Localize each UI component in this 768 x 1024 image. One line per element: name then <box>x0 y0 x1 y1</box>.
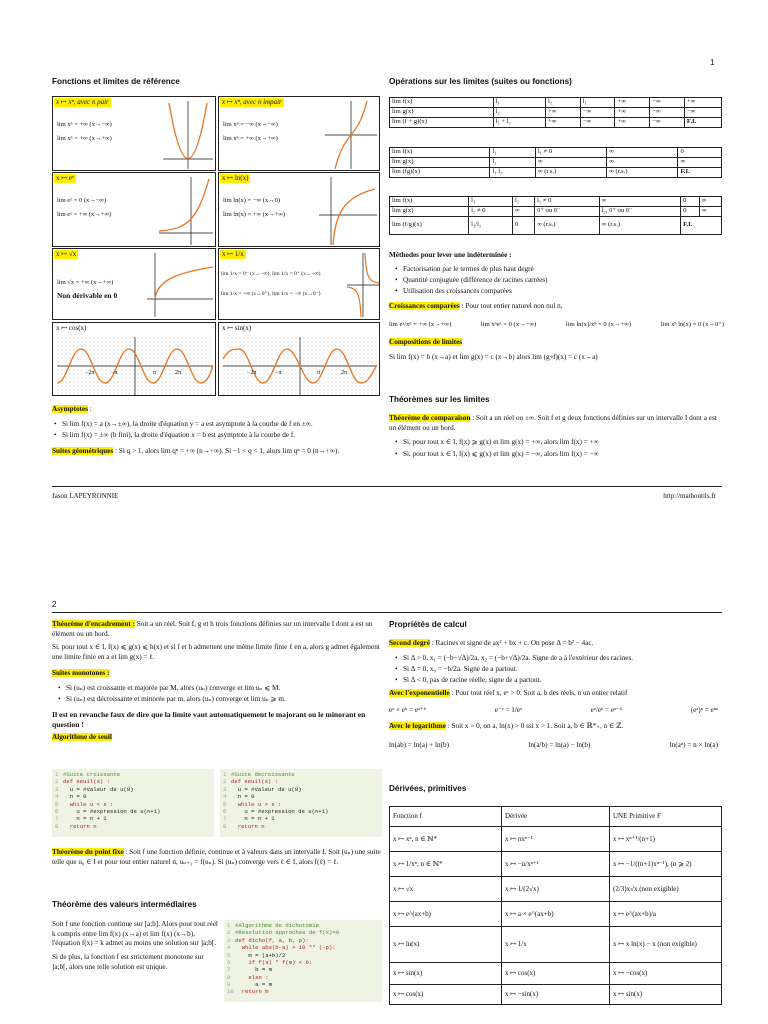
formula: lim eˣ/xⁿ = +∞ (x→+∞) <box>389 320 452 328</box>
box-label: x ↦ √x <box>56 250 77 258</box>
table-cell: ∞ <box>535 158 606 168</box>
table-cell: x ↦ sin(x) <box>390 963 502 985</box>
table-row <box>390 108 722 118</box>
table-cell: x ↦ x ln(x) − x (non exigible) <box>610 927 722 963</box>
table-cell: ∞ <box>607 148 678 158</box>
tick-label: −π <box>275 370 282 376</box>
table-row <box>390 852 722 877</box>
product-limits-table <box>389 147 722 178</box>
tvi-paragraph: Soit f une fonction continue sur [a;b]. Alors pour tout réel k compris entre lim f(x) (x→a) et lim f(x) (x→b), l'équation f(x) = k admet au moins une solution sur ]a;b[. <box>52 920 218 948</box>
list-item: • Si (uₙ) est croissante et majorée par M, alors (uₙ) converge et lim uₙ ⩽ M. <box>56 684 382 694</box>
croissances-text: : Pour tout entier naturel non nul n, <box>461 301 563 310</box>
methods-list <box>393 265 724 297</box>
table-cell: F.I. <box>678 168 722 178</box>
log-text: : Soit x > 0, on a, ln(x) > 0 ssi x > 1. Soit a, b ∈ ℝ*₊, n ∈ ℤ. <box>447 722 624 731</box>
table-cell: x ↦ e^(ax+b)/a <box>610 902 722 927</box>
table-cell: x ↦ −1/((n+1)xⁿ⁻¹), (n ⩾ 2) <box>610 852 722 877</box>
code-line: 8 else : <box>227 973 269 981</box>
table-cell: 0⁺ ou 0⁻ <box>535 207 600 217</box>
methods-title: Méthodes pour lever une indéterminée : <box>389 251 512 259</box>
code-line: 10 return m <box>227 988 269 996</box>
table-cell: l₁ l₂ <box>490 168 535 178</box>
table-cell: 0 <box>678 148 722 158</box>
table-row <box>390 985 722 1005</box>
table-row <box>390 927 722 963</box>
formula: e⁻ᵃ = 1/eᵃ <box>494 705 523 714</box>
box-label: x ↦ xⁿ, avec n pair <box>56 98 109 106</box>
table-cell: l₁ <box>546 98 581 108</box>
page-number: 1 <box>710 58 715 67</box>
table-cell: lim f(x) <box>390 197 469 207</box>
code-line: 1 #Algorithme de dichotomie <box>227 922 319 929</box>
table-header-row <box>390 807 722 827</box>
table-cell: x ↦ xⁿ, n ∈ ℕ* <box>390 827 502 852</box>
seuil-label: Algorithme de seuil <box>52 733 112 742</box>
degre-list <box>393 654 724 686</box>
tick-label: 2π <box>341 370 348 376</box>
page-2 <box>0 512 768 1024</box>
code-line: 8 return n <box>223 822 265 830</box>
table-cell: ∞ <box>607 158 678 168</box>
code-line: 4 n = 0 <box>55 793 87 801</box>
log-formulas <box>389 741 724 751</box>
expo-text: : Pour tout réel x, eˣ > 0. Soit a, b des réels, n un entier relatif <box>451 688 628 697</box>
geometric-sequences <box>52 447 382 457</box>
table-cell: +∞ <box>615 118 650 128</box>
geometric-label: Suites géométriques <box>52 446 114 455</box>
calc-title: Propriétés de calcul <box>389 620 467 629</box>
code-line: 9 a = m <box>227 981 272 988</box>
theorems-title: Théorèmes sur les limites <box>389 395 490 404</box>
degre-text: : Racines et signe de ax² + bx + c. On pose Δ = b² − 4ac. <box>431 639 594 647</box>
encadrement-text: Soit a un réel. Soit f, g et h trois fonctions définies sur un intervalle I dont a est un élément ou un bord. <box>52 620 373 638</box>
limit-text: lim ln(x) = −∞ (x→0) <box>223 197 281 204</box>
box-label: x ↦ sin(x) <box>222 324 252 332</box>
tick-label: 2π <box>175 370 182 376</box>
formula: eᵃ × eᵇ = eᵃ⁺ᵇ <box>389 705 427 714</box>
table-row <box>390 98 722 108</box>
graph-sqrt <box>145 251 215 319</box>
column-header: Fonction f <box>390 807 502 827</box>
code-line: 3 u = #valeur de u(0) <box>223 785 302 793</box>
deriv-title: Dérivées, primitives <box>389 784 467 793</box>
table-cell: ∞ (r.s.) <box>599 217 680 235</box>
code-line: 6 u = #expression de u(n+1) <box>55 807 161 815</box>
list-item: • Factorisation par le termes de plus haut degré <box>393 265 724 275</box>
formula: lim xⁿ ln(x) = 0 (x→0⁺) <box>660 320 724 328</box>
code-line: 1 #Suite croissante <box>55 771 121 778</box>
table-cell: −∞ <box>650 108 685 118</box>
limit-text: lim 1/x = 0⁻ (x→−∞), lim 1/x = 0⁺ (x→+∞) <box>221 271 321 277</box>
formula: ln(aⁿ) = n × ln(a) <box>669 741 718 750</box>
limit-text: lim xⁿ = +∞ (x→−∞) <box>57 121 112 128</box>
table-cell: l₁ <box>490 148 535 158</box>
table-cell: x ↦ ln(x) <box>390 927 502 963</box>
graph-cos <box>57 337 213 395</box>
tick-label: −2π <box>247 370 257 376</box>
table-row <box>390 118 722 128</box>
graph-xn-even <box>161 99 215 170</box>
table-cell: (2/3)x√x (non exigible) <box>610 877 722 902</box>
calc-section <box>389 639 724 751</box>
column-header: UNE Primitive F <box>610 807 722 827</box>
limit-text: lim xⁿ = +∞ (x→+∞) <box>57 135 112 142</box>
composition-label: Compositions de limites <box>389 338 463 347</box>
table-row <box>390 168 722 178</box>
table-cell: x ↦ 1/x <box>502 927 610 963</box>
composition-text: Si lim f(x) = b (x→a) et lim g(x) = c (x→b) alors lim (g∘f)(x) = c (x→a) <box>389 353 598 362</box>
formula: (eᵃ)ⁿ = eⁿᵃ <box>690 705 718 714</box>
tick-label: π <box>317 370 321 376</box>
code-line: 5 m = (a+b)/2 <box>227 951 286 959</box>
graph-ln <box>317 175 379 246</box>
list-item: • Si Δ > 0, x₁ = (−b−√Δ)/2a, x₂ = (−b+√Δ)/2a. Signe de a à l'extérieur des racines. <box>393 654 724 664</box>
code-line: 3 u = #valeur de u(0) <box>55 785 134 793</box>
tick-label: π <box>153 370 157 376</box>
code-line: 5 while u > s : <box>223 800 282 808</box>
table-cell: −∞ <box>684 108 721 118</box>
table-cell: +∞ <box>546 108 581 118</box>
code-line: 7 b = m <box>227 966 272 974</box>
table-cell: F.I. <box>684 118 721 128</box>
table-cell: x ↦ nxⁿ⁻¹ <box>502 827 610 852</box>
code-line: 2 def seuil(s) : <box>55 778 110 786</box>
comparison-text: : Soit a un réel ou ±∞. Soit f et g deux fonctions définies sur un intervalle I dont a est un élément ou un bord. <box>389 414 717 432</box>
asymptotes-list <box>52 420 382 441</box>
page-number: 2 <box>52 600 57 609</box>
table-cell: l₁ + l₂ <box>493 118 545 128</box>
table-row <box>390 197 722 207</box>
table-cell: lim g(x) <box>390 158 490 168</box>
quotient-limits-table <box>389 196 722 235</box>
table-row <box>390 827 722 852</box>
monotones-label: Suites monotones : <box>52 668 110 677</box>
code-line: 2 def seuil(s) : <box>223 778 278 786</box>
table-cell: l₁ ≠ 0 <box>535 197 600 207</box>
table-cell: l₁ <box>580 98 615 108</box>
table-cell: l₁ <box>469 197 513 207</box>
table-cell: ∞ (r.s.) <box>535 217 600 235</box>
table-cell: lim (f + g)(x) <box>390 118 494 128</box>
list-item: • Quantité conjuguée (différence de racines carrées) <box>393 276 724 286</box>
geometric-text: : Si q > 1, alors lim qⁿ = +∞ (n→+∞). Si −1 < q < 1, alors lim qⁿ = 0 (n→+∞). <box>115 446 340 455</box>
table-cell: lim (fg)(x) <box>390 168 490 178</box>
code-line: 5 while u < s : <box>55 800 114 808</box>
formula: ln(ab) = ln(a) + ln(b) <box>389 741 449 750</box>
tvi-paragraph: Si de plus, la fonction f est strictement monotone sur ]a;b[, alors une telle solution est unique. <box>52 953 204 971</box>
table-cell: x ↦ xⁿ⁺¹/(n+1) <box>610 827 722 852</box>
box-sin <box>218 322 380 396</box>
footer-rule <box>52 486 722 487</box>
expo-label: Avec l'exponentielle <box>389 688 450 697</box>
encadrement-section <box>52 620 382 743</box>
table-cell: x ↦ 1/xⁿ, n ∈ ℕ* <box>390 852 502 877</box>
box-ln <box>218 172 380 247</box>
code-line: 6 u = #expression de u(n+1) <box>223 807 329 815</box>
footer-url: http://mathoutils.fr <box>663 492 716 500</box>
table-cell: +∞ <box>615 98 650 108</box>
table-cell: ∞ (r.s.) <box>607 168 678 178</box>
list-item: • Si Δ < 0, pas de racine réelle, signe de a partout. <box>393 676 724 686</box>
table-row <box>390 877 722 902</box>
table-cell: +∞ <box>546 118 581 128</box>
sum-limits-table <box>389 97 722 128</box>
code-dichotomie <box>224 920 382 1002</box>
croissances-label: Croissances comparées <box>389 301 460 310</box>
limit-text: lim xⁿ = +∞ (x→+∞) <box>223 135 278 142</box>
table-cell: l₂ <box>493 108 545 118</box>
table-cell: 0 <box>681 197 700 207</box>
table-cell: F.I. <box>681 217 722 235</box>
table-cell: l₂ ≠ 0 <box>469 207 513 217</box>
table-cell: ∞ <box>599 197 680 207</box>
table-cell: x ↦ cos(x) <box>390 985 502 1005</box>
box-xn-even <box>52 96 216 171</box>
code-line: 6 if f(a) * f(m) < 0: <box>227 958 313 966</box>
limit-text: lim √x = +∞ (x→+∞) <box>57 279 114 286</box>
table-cell: lim g(x) <box>390 108 494 118</box>
table-row <box>390 902 722 927</box>
table-cell: x ↦ sin(x) <box>610 985 722 1005</box>
table-cell: l₁ ≠ 0 <box>535 148 606 158</box>
table-cell: −∞ <box>650 118 685 128</box>
box-inverse <box>218 248 380 320</box>
table-cell: −∞ <box>580 108 615 118</box>
list-item: • Si, pour tout x ∈ I, f(x) ⩾ g(x) et lim g(x) = +∞, alors lim f(x) = +∞ <box>393 438 724 448</box>
graph-exp <box>157 175 215 246</box>
asymptotes-section: Asymptotes : • Si lim f(x) = a (x→±∞), la droite d'équation y = a est asymptote à la courbe de f en ±∞. • Si lim f(x) = ±∞ (b fini), la droite d'équation x = b est asymptote à la courbe de f. Suites géométriques : Si q > 1, alors lim qⁿ = +∞ (n→+∞). Si −1 < q < 1, alors lim qⁿ = 0 (n→+∞). <box>52 405 382 456</box>
table-cell: ∞ <box>699 207 721 217</box>
formula: lim ln(x)/xⁿ = 0 (x→+∞) <box>565 320 632 328</box>
log-label: Avec le logarithme <box>389 722 446 731</box>
table-cell: +∞ <box>615 108 650 118</box>
code-line: 7 n = n + 1 <box>55 815 107 823</box>
right-section-title: Opérations sur les limites (suites ou fonctions) <box>389 77 572 86</box>
code-seuil-croissante <box>52 769 214 837</box>
table-cell: l₁/l₂ <box>469 217 513 235</box>
header-rule <box>52 612 722 613</box>
table-cell: x ↦ −sin(x) <box>502 985 610 1005</box>
box-label: x ↦ cos(x) <box>56 324 87 332</box>
code-line: 4 while abs(b-a) > 10 ** (-p): <box>227 944 336 952</box>
box-label: x ↦ xⁿ, avec n impair <box>222 98 282 106</box>
column-header: Dérivée <box>502 807 610 827</box>
comparison-label: Théorème de comparaison <box>389 414 471 422</box>
warning-text: Il est en revanche faux de dire que la limite vaut automatiquement le majorant ou le minorant en question ! <box>52 709 366 729</box>
asymptotes-label: Asymptotes <box>52 405 88 413</box>
formula: eᵃ/eᵇ = eᵃ⁻ᵇ <box>590 705 623 714</box>
table-cell: ∞ (r.s.) <box>535 168 606 178</box>
point-fixe-section <box>52 848 382 867</box>
table-cell: 0 <box>681 207 700 217</box>
point-fixe-text: : Soit f une fonction définie, continue et à valeurs dans un intervalle I. Soit (uₙ) une suite telle que u₀ ∈ I et pour tout entier naturel n, uₙ₊₁ = f(uₙ). Si (uₙ) converge vers ℓ ∈ I, alors f(ℓ) = ℓ. <box>52 848 381 866</box>
table-cell: x ↦ cos(x) <box>502 963 610 985</box>
encadrement-text-2: Si, pour tout x ∈ I, f(x) ⩽ g(x) ⩽ h(x) et si f et h admettent une même limite finie ℓ en a, alors g admet également une limite finie en a et lim g(x) = ℓ. <box>52 643 380 662</box>
list-item: • Si lim f(x) = ±∞ (b fini), la droite d'équation x = b est asymptote à la courbe de f. <box>52 431 382 441</box>
table-cell: x ↦ 1/(2√x) <box>502 877 610 902</box>
list-item: • Utilisation des croissances comparées <box>393 287 724 297</box>
comparison-list <box>393 438 724 459</box>
limit-text: lim eˣ = 0 (x→−∞) <box>57 197 107 204</box>
table-cell: l₁ <box>493 98 545 108</box>
table-cell: lim g(x) <box>390 207 469 217</box>
table-cell: l₂ <box>490 158 535 168</box>
list-item: • Si (uₙ) est décroissante et minorée par m, alors (uₙ) converge et lim uₙ ⩾ m. <box>56 695 382 705</box>
list-item: • Si Δ = 0, x₀ = −b/2a. Signe de a partout. <box>393 665 724 675</box>
footer-author: Jason LAPEYRONNIE <box>52 492 119 500</box>
table-cell: x ↦ √x <box>390 877 502 902</box>
croissances-line <box>389 302 724 312</box>
box-label: x ↦ eˣ <box>56 174 74 182</box>
table-cell: x ↦ −cos(x) <box>610 963 722 985</box>
methods-section <box>389 251 724 363</box>
tvi-title: Théorème des valeurs intermédiaires <box>52 900 197 909</box>
table-cell: lim (f/g)(x) <box>390 217 469 235</box>
code-line: 4 n = 0 <box>223 793 255 801</box>
box-label: x ↦ ln(x) <box>222 174 249 182</box>
table-cell: x ↦ a × e^(ax+b) <box>502 902 610 927</box>
list-item: • Si lim f(x) = a (x→±∞), la droite d'équation y = a est asymptote à la courbe de f en ±∞. <box>52 420 382 430</box>
table-cell: l₁ <box>513 197 535 207</box>
table-cell: ∞ <box>678 158 722 168</box>
box-sqrt <box>52 248 216 320</box>
table-row <box>390 207 722 217</box>
code-line: 2 #Resolution approchee de f(x)=0 <box>227 929 340 937</box>
graph-sin <box>223 337 377 395</box>
table-row <box>390 963 722 985</box>
table-cell: l₂, 0⁺ ou 0⁻ <box>599 207 680 217</box>
box-xn-odd <box>218 96 380 171</box>
code-seuil-decroissante <box>220 769 382 837</box>
formula: ln(a/b) = ln(a) − ln(b) <box>528 741 591 750</box>
tick-label: −π <box>111 370 118 376</box>
degre-label: Second degré <box>389 639 430 647</box>
table-cell: lim f(x) <box>390 98 494 108</box>
expo-formulas <box>389 706 724 716</box>
code-line: 1 #Suite decroissante <box>223 771 295 778</box>
graph-inverse <box>347 251 379 319</box>
table-cell: ∞ <box>513 207 535 217</box>
table-cell: ∞ <box>699 197 721 207</box>
graph-xn-odd <box>323 99 379 170</box>
tick-label: −2π <box>85 370 95 376</box>
table-cell: lim f(x) <box>390 148 490 158</box>
comparison-section <box>389 414 724 461</box>
derivatives-table <box>389 806 722 1005</box>
code-line: 7 n = n + 1 <box>223 815 275 823</box>
table-cell: +∞ <box>684 98 721 108</box>
formula: lim xⁿeˣ = 0 (x→−∞) <box>480 320 537 328</box>
left-section-title: Fonctions et limites de référence <box>52 77 180 86</box>
croissances-formulas <box>389 321 724 330</box>
tvi-text <box>52 920 220 973</box>
list-item: • Si, pour tout x ∈ I, f(x) ⩽ g(x) et lim g(x) = −∞, alors lim f(x) = −∞ <box>393 450 724 460</box>
non-derivable-note: Non dérivable en 0 <box>57 291 118 300</box>
monotones-list <box>56 684 382 705</box>
box-exp <box>52 172 216 247</box>
point-fixe-label: Théorème du point fixe <box>52 848 124 856</box>
limit-text: lim eˣ = +∞ (x→+∞) <box>57 211 112 218</box>
table-row <box>390 148 722 158</box>
table-row <box>390 158 722 168</box>
box-cos <box>52 322 216 396</box>
table-cell: −∞ <box>650 98 685 108</box>
box-label: x ↦ 1/x <box>222 250 244 258</box>
code-line: 8 return n <box>55 822 97 830</box>
table-row <box>390 217 722 235</box>
code-line: 3 def dicho(f, a, b, p): <box>227 936 309 944</box>
table-cell: 0 <box>513 217 535 235</box>
limit-text: lim 1/x = +∞ (x→0⁺), lim 1/x = −∞ (x→0⁻) <box>221 291 321 297</box>
table-cell: x ↦ −n/xⁿ⁺¹ <box>502 852 610 877</box>
encadrement-label: Théorème d'encadrement : <box>52 620 135 628</box>
table-cell: x ↦ e^(ax+b) <box>390 902 502 927</box>
limit-text: lim xⁿ = −∞ (x→−∞) <box>223 121 278 128</box>
table-cell: −∞ <box>580 118 615 128</box>
limit-text: lim ln(x) = +∞ (x→+∞) <box>223 211 286 218</box>
